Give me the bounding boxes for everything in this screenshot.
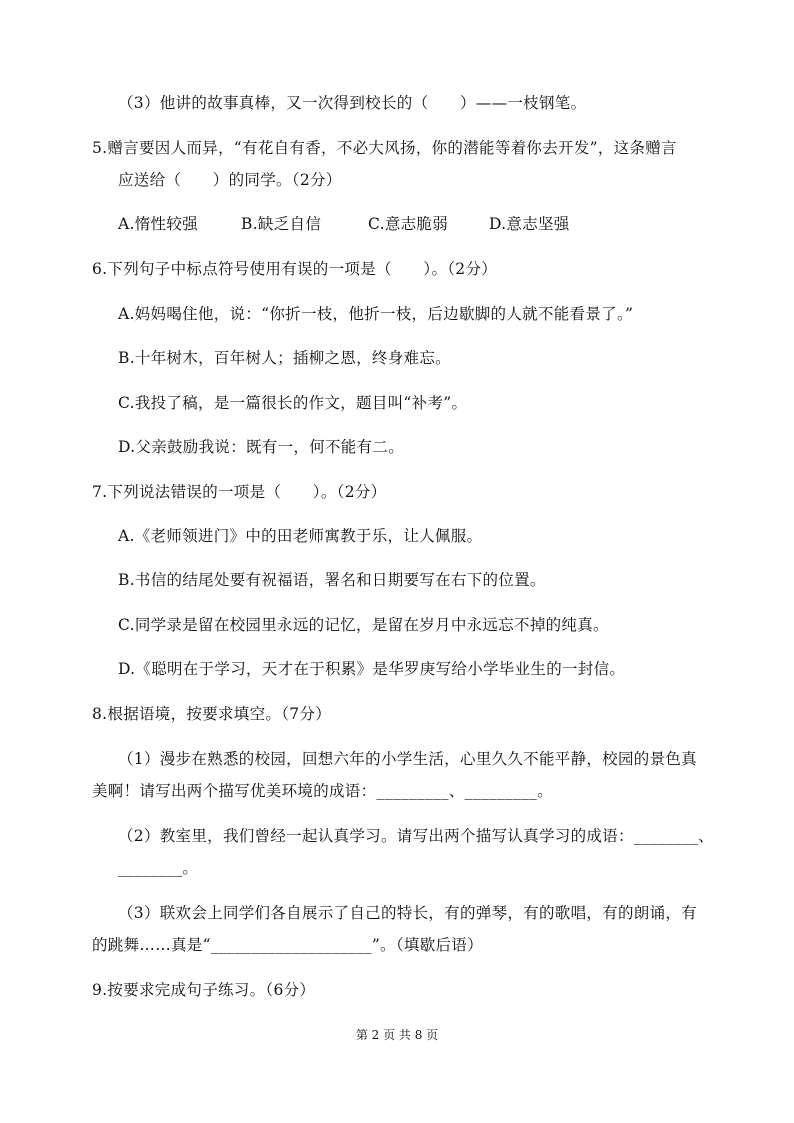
question-7-option-b[interactable]: B.书信的结尾处要有祝福语，署名和日期要写在右下的位置。 xyxy=(118,571,546,589)
question-9-stem: 9.按要求完成句子练习。（6分） xyxy=(92,981,316,999)
question-5-option-d[interactable]: D.意志坚强 xyxy=(489,215,570,233)
question-8-stem: 8.根据语境，按要求填空。（7分） xyxy=(92,705,332,723)
question-8-item-2[interactable]: （2）教室里，我们曾经一起认真学习。请写出两个描写认真学习的成语：________、 xyxy=(118,827,714,845)
question-5-option-c[interactable]: C.意志脆弱 xyxy=(368,215,449,233)
question-8-item-3: （3）联欢会上同学们各自展示了自己的特长，有的弹琴，有的歌唱，有的朗诵，有 xyxy=(118,904,697,922)
question-5-stem-cont: 应送给（ ）的同学。（2分） xyxy=(118,171,342,189)
question-6-stem: 6.下列句子中标点符号使用有误的一项是（ ）。（2分） xyxy=(92,260,498,278)
question-6-option-a[interactable]: A.妈妈喝住他，说：“你折一枝，他折一枝，后边歇脚的人就不能看景了。” xyxy=(118,305,634,323)
question-4-item-3: （3）他讲的故事真棒，又一次得到校长的（ ）——一枝钢笔。 xyxy=(118,94,587,112)
question-8-item-2-blank[interactable]: ________。 xyxy=(118,859,199,877)
question-5-option-a[interactable]: A.惰性较强 xyxy=(118,215,198,233)
question-7-option-a[interactable]: A.《老师领进门》中的田老师寓教于乐，让人佩服。 xyxy=(118,527,483,545)
question-8-item-3-blank[interactable]: 的跳舞……真是“____________________”。（填歇后语） xyxy=(92,936,483,954)
question-8-item-1: （1）漫步在熟悉的校园，回想六年的小学生活，心里久久不能平静，校园的景色真 xyxy=(118,750,697,768)
question-7-stem: 7.下列说法错误的一项是（ ）。（2分） xyxy=(92,483,387,501)
question-5-option-b[interactable]: B.缺乏自信 xyxy=(241,215,322,233)
question-6-option-d[interactable]: D.父亲鼓励我说：既有一，何不能有二。 xyxy=(118,438,405,456)
question-5-options xyxy=(118,214,570,234)
page-number: 第 2 页 共 8 页 xyxy=(355,1028,439,1042)
question-6-option-b[interactable]: B.十年树木，百年树人；插柳之恩，终身难忘。 xyxy=(118,349,451,367)
question-6-option-c[interactable]: C.我投了稿，是一篇很长的作文，题目叫“补考”。 xyxy=(118,394,468,412)
question-7-option-c[interactable]: C.同学录是留在校园里永远的记忆，是留在岁月中永远忘不掉的纯真。 xyxy=(118,616,609,634)
question-8-item-1-blanks[interactable]: 美啊！请写出两个描写优美环境的成语：_________、_________。 xyxy=(92,782,553,800)
question-5-stem: 5.赠言要因人而异，“有花自有香，不必大风扬，你的潜能等着你去开发”，这条赠言 xyxy=(92,139,677,157)
question-7-option-d[interactable]: D.《聪明在于学习，天才在于积累》是华罗庚写给小学毕业生的一封信。 xyxy=(118,660,626,678)
